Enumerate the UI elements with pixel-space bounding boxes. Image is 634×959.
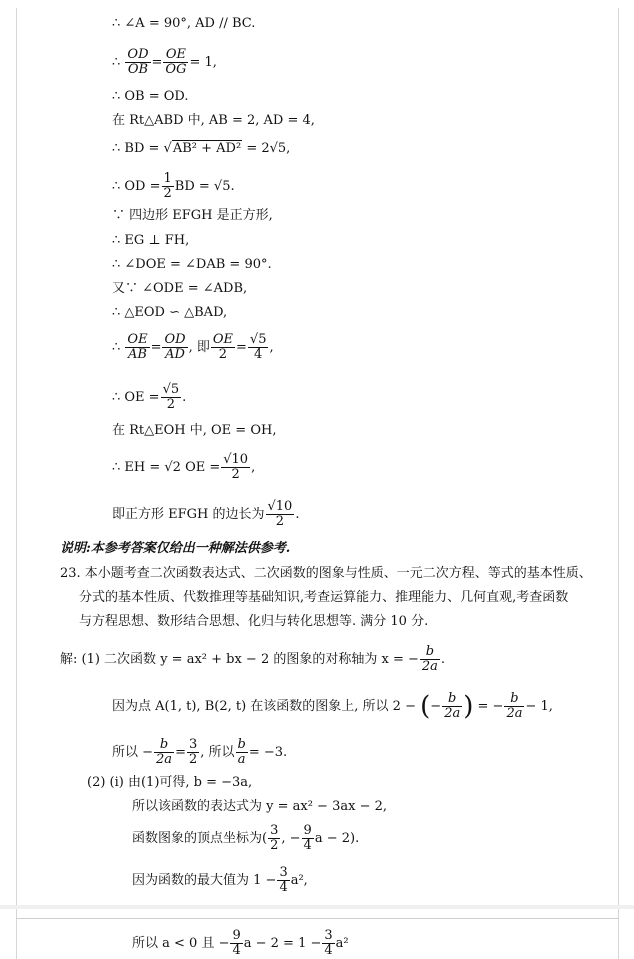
step-eh: ∴ EH = √2 OE = $\frac{√10}{2}$ , bbox=[112, 452, 256, 482]
page-separator bbox=[0, 905, 634, 909]
step-angle-doe: ∴ ∠DOE = ∠DAB = 90°. bbox=[112, 257, 272, 272]
step-bd: ∴ BD = √AB² + AD² = 2√5, bbox=[112, 141, 291, 156]
sol-part2-max: 因为函数的最大值为 1 − $\frac{3}{4}$ a², bbox=[132, 865, 308, 895]
step-ob-eq-od: ∴ OB = OD. bbox=[112, 89, 189, 104]
note-text: 说明:本参考答案仅给出一种解法供参考. bbox=[60, 541, 291, 556]
step-similar: ∴ △EOD ∽ △BAD, bbox=[112, 305, 228, 320]
q23-intro-1: 23. 本小题考查二次函数表达式、二次函数的图象与性质、一元二次方程、等式的基本性质、 bbox=[60, 566, 592, 581]
sol-part1-points: 因为点 A(1, t), B(2, t) 在该函数的图象上, 所以 2 − (− $\frac{b}{2a}$ ) = − $\frac{b}{2a}$ − 1, bbox=[112, 691, 553, 722]
step-ratio-oe: ∴ $\frac{OE}{AB}$ = $\frac{OD}{AD}$ , 即 $\frac{OE}{2}$ = $\frac{√5}{4}$ , bbox=[112, 332, 274, 362]
step-angle-a: ∴ ∠A = 90°, AD // BC. bbox=[112, 16, 256, 31]
sol-part2-condition: 所以 a < 0 且 − $\frac{9}{4}$ a − 2 = 1 − $\frac{3}{4}$ a² bbox=[132, 928, 349, 958]
sol-part1-result: 所以 − $\frac{b}{2a}$ = $\frac{3}{2}$ , 所以 $\frac{b}{a}$ = −3. bbox=[112, 737, 288, 767]
step-oe-value: ∴ OE = $\frac{√5}{2}$ . bbox=[112, 382, 187, 412]
step-rt-eoh: 在 Rt△EOH 中, OE = OH, bbox=[112, 423, 277, 438]
q23-intro-3: 与方程思想、数形结合思想、化归与转化思想等. 满分 10 分. bbox=[79, 614, 429, 629]
sol-part2-expression: 所以该函数的表达式为 y = ax² − 3ax − 2, bbox=[132, 799, 387, 814]
step-side-length: 即正方形 EFGH 的边长为 $\frac{√10}{2}$ . bbox=[112, 499, 300, 529]
sol-part1-axis: 解: (1) 二次函数 y = ax² + bx − 2 的图象的对称轴为 x = − $\frac{b}{2a}$ . bbox=[60, 644, 446, 674]
step-angle-ode: 又∵ ∠ODE = ∠ADB, bbox=[112, 281, 248, 296]
sol-part2-vertex: 函数图象的顶点坐标为( $\frac{3}{2}$ , − $\frac{9}{4}$ a − 2). bbox=[132, 823, 360, 853]
step-ratio-od-ob: ∴ $\frac{OD}{OB}$ = $\frac{OE}{OG}$ = 1, bbox=[112, 47, 217, 77]
sol-part2-b: (2) (i) 由(1)可得, b = −3a, bbox=[87, 775, 253, 790]
answer-page bbox=[16, 8, 619, 928]
q23-intro-2: 分式的基本性质、代数推理等基础知识,考查运算能力、推理能力、几何直观,考查函数 bbox=[79, 590, 569, 605]
next-page-fragment bbox=[16, 918, 619, 959]
step-eg-perp-fh: ∴ EG ⊥ FH, bbox=[112, 233, 190, 248]
step-od: ∴ OD = $\frac{1}{2}$ BD = √5. bbox=[112, 171, 235, 201]
step-rt-abd: 在 Rt△ABD 中, AB = 2, AD = 4, bbox=[112, 113, 315, 128]
step-square: ∵ 四边形 EFGH 是正方形, bbox=[112, 208, 273, 223]
